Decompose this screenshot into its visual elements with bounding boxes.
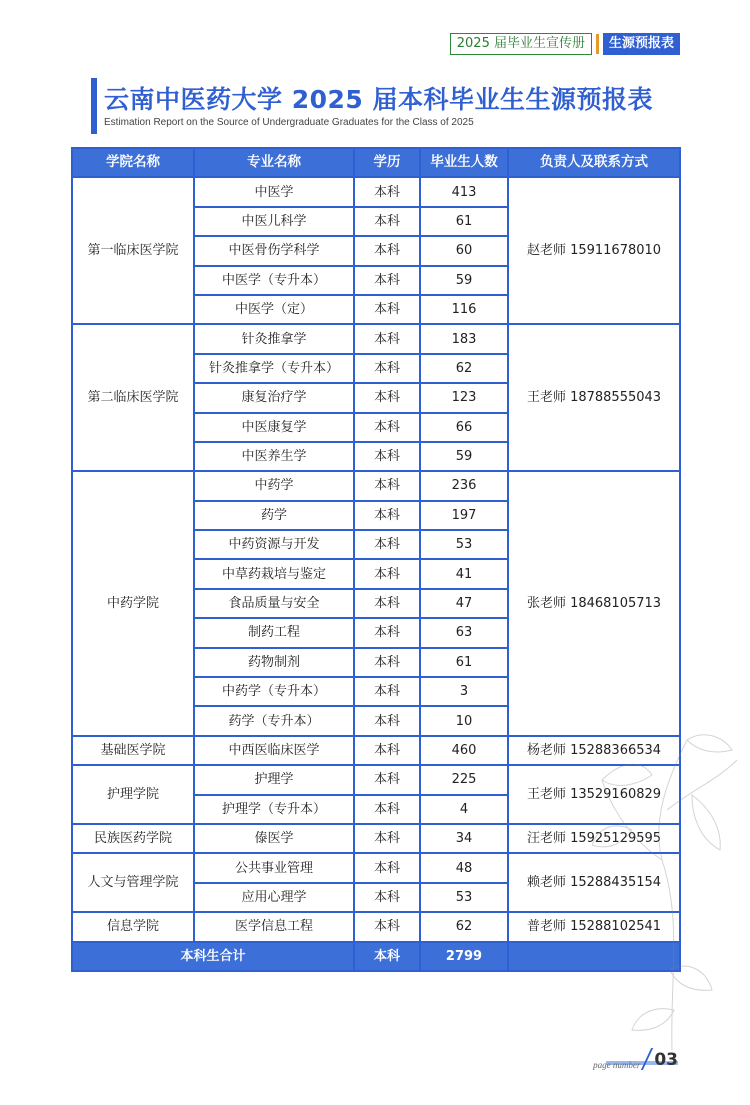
- header-badges: [450, 33, 680, 55]
- degree-cell: 本科: [354, 413, 420, 442]
- graduate-source-table: [71, 147, 681, 972]
- major-name-cell: 公共事业管理: [194, 853, 354, 882]
- total-degree: 本科: [354, 942, 420, 971]
- table-row: [72, 736, 680, 765]
- table-row: [72, 824, 680, 853]
- page-subtitle: Estimation Report on the Source of Undergraduate Graduates for the Class of 2025: [104, 117, 474, 128]
- degree-cell: 本科: [354, 354, 420, 383]
- major-name-cell: 护理学（专升本）: [194, 795, 354, 824]
- col-header-college: 学院名称: [72, 148, 194, 177]
- col-header-count: 毕业生人数: [420, 148, 508, 177]
- degree-cell: 本科: [354, 912, 420, 941]
- major-name-cell: 中医养生学: [194, 442, 354, 471]
- college-name-cell: 护理学院: [72, 765, 194, 824]
- graduate-count-cell: 63: [420, 618, 508, 647]
- graduate-count-cell: 61: [420, 207, 508, 236]
- table-row: [72, 177, 680, 206]
- degree-cell: 本科: [354, 383, 420, 412]
- graduate-count-cell: 460: [420, 736, 508, 765]
- degree-cell: 本科: [354, 324, 420, 353]
- degree-cell: 本科: [354, 765, 420, 794]
- title-accent-bar: [91, 78, 97, 134]
- college-name-cell: 人文与管理学院: [72, 853, 194, 912]
- major-name-cell: 中医儿科学: [194, 207, 354, 236]
- degree-cell: 本科: [354, 677, 420, 706]
- page-slash: [641, 1048, 653, 1070]
- graduate-count-cell: 183: [420, 324, 508, 353]
- brochure-label: 2025 届毕业生宣传册: [450, 33, 592, 55]
- major-name-cell: 食品质量与安全: [194, 589, 354, 618]
- college-name-cell: 民族医药学院: [72, 824, 194, 853]
- col-header-major: 专业名称: [194, 148, 354, 177]
- major-name-cell: 中医骨伤学科学: [194, 236, 354, 265]
- degree-cell: 本科: [354, 618, 420, 647]
- graduate-count-cell: 66: [420, 413, 508, 442]
- major-name-cell: 中草药栽培与鉴定: [194, 559, 354, 588]
- degree-cell: 本科: [354, 883, 420, 912]
- contact-cell: 赵老师 15911678010: [508, 177, 680, 324]
- major-name-cell: 中药学: [194, 471, 354, 500]
- degree-cell: 本科: [354, 795, 420, 824]
- herb-illustration-decoration: [592, 720, 742, 1050]
- section-label: 生源预报表: [603, 33, 680, 55]
- table-row: [72, 912, 680, 941]
- graduate-count-cell: 4: [420, 795, 508, 824]
- page-number: 03: [654, 1050, 678, 1070]
- contact-cell: 张老师 18468105713: [508, 471, 680, 736]
- major-name-cell: 护理学: [194, 765, 354, 794]
- table-row: [72, 765, 680, 794]
- major-name-cell: 制药工程: [194, 618, 354, 647]
- badge-separator: [596, 34, 599, 54]
- table-row: [72, 853, 680, 882]
- degree-cell: 本科: [354, 559, 420, 588]
- degree-cell: 本科: [354, 236, 420, 265]
- graduate-count-cell: 116: [420, 295, 508, 324]
- graduate-count-cell: 123: [420, 383, 508, 412]
- degree-cell: 本科: [354, 266, 420, 295]
- major-name-cell: 医学信息工程: [194, 912, 354, 941]
- degree-cell: 本科: [354, 648, 420, 677]
- graduate-count-cell: 34: [420, 824, 508, 853]
- table-header-row: [72, 148, 680, 177]
- graduate-count-cell: 53: [420, 883, 508, 912]
- graduate-count-cell: 413: [420, 177, 508, 206]
- major-name-cell: 中医康复学: [194, 413, 354, 442]
- major-name-cell: 应用心理学: [194, 883, 354, 912]
- graduate-count-cell: 10: [420, 706, 508, 735]
- graduate-count-cell: 60: [420, 236, 508, 265]
- graduate-count-cell: 236: [420, 471, 508, 500]
- college-name-cell: 第二临床医学院: [72, 324, 194, 471]
- contact-cell: 王老师 18788555043: [508, 324, 680, 471]
- college-name-cell: 信息学院: [72, 912, 194, 941]
- degree-cell: 本科: [354, 589, 420, 618]
- page-word: page number: [593, 1060, 641, 1070]
- major-name-cell: 中医学: [194, 177, 354, 206]
- degree-cell: 本科: [354, 736, 420, 765]
- graduate-count-cell: 41: [420, 559, 508, 588]
- degree-cell: 本科: [354, 530, 420, 559]
- graduate-count-cell: 59: [420, 266, 508, 295]
- page-title: 云南中医药大学 2025 届本科毕业生生源预报表: [104, 85, 653, 114]
- major-name-cell: 中药学（专升本）: [194, 677, 354, 706]
- graduate-count-cell: 3: [420, 677, 508, 706]
- degree-cell: 本科: [354, 853, 420, 882]
- degree-cell: 本科: [354, 207, 420, 236]
- table-row: [72, 471, 680, 500]
- contact-cell: 王老师 13529160829: [508, 765, 680, 824]
- major-name-cell: 傣医学: [194, 824, 354, 853]
- degree-cell: 本科: [354, 442, 420, 471]
- graduate-count-cell: 62: [420, 354, 508, 383]
- degree-cell: 本科: [354, 824, 420, 853]
- graduate-count-cell: 48: [420, 853, 508, 882]
- graduate-count-cell: 53: [420, 530, 508, 559]
- graduate-count-cell: 197: [420, 501, 508, 530]
- contact-cell: 赖老师 15288435154: [508, 853, 680, 912]
- graduate-count-cell: 225: [420, 765, 508, 794]
- major-name-cell: 中医学（专升本）: [194, 266, 354, 295]
- total-row: [72, 942, 680, 971]
- total-count: 2799: [420, 942, 508, 971]
- college-name-cell: 中药学院: [72, 471, 194, 736]
- contact-cell: 普老师 15288102541: [508, 912, 680, 941]
- graduate-count-cell: 61: [420, 648, 508, 677]
- major-name-cell: 药物制剂: [194, 648, 354, 677]
- degree-cell: 本科: [354, 177, 420, 206]
- table-row: [72, 324, 680, 353]
- total-label: 本科生合计: [72, 942, 354, 971]
- major-name-cell: 针灸推拿学: [194, 324, 354, 353]
- college-name-cell: 基础医学院: [72, 736, 194, 765]
- page-footer: [593, 1048, 678, 1070]
- col-header-degree: 学历: [354, 148, 420, 177]
- contact-cell: 汪老师 15925129595: [508, 824, 680, 853]
- major-name-cell: 中西医临床医学: [194, 736, 354, 765]
- degree-cell: 本科: [354, 295, 420, 324]
- major-name-cell: 针灸推拿学（专升本）: [194, 354, 354, 383]
- college-name-cell: 第一临床医学院: [72, 177, 194, 324]
- contact-cell: 杨老师 15288366534: [508, 736, 680, 765]
- major-name-cell: 康复治疗学: [194, 383, 354, 412]
- col-header-contact: 负责人及联系方式: [508, 148, 680, 177]
- degree-cell: 本科: [354, 706, 420, 735]
- major-name-cell: 药学（专升本）: [194, 706, 354, 735]
- degree-cell: 本科: [354, 471, 420, 500]
- major-name-cell: 药学: [194, 501, 354, 530]
- graduate-count-cell: 62: [420, 912, 508, 941]
- degree-cell: 本科: [354, 501, 420, 530]
- graduate-count-cell: 47: [420, 589, 508, 618]
- major-name-cell: 中药资源与开发: [194, 530, 354, 559]
- major-name-cell: 中医学（定）: [194, 295, 354, 324]
- graduate-count-cell: 59: [420, 442, 508, 471]
